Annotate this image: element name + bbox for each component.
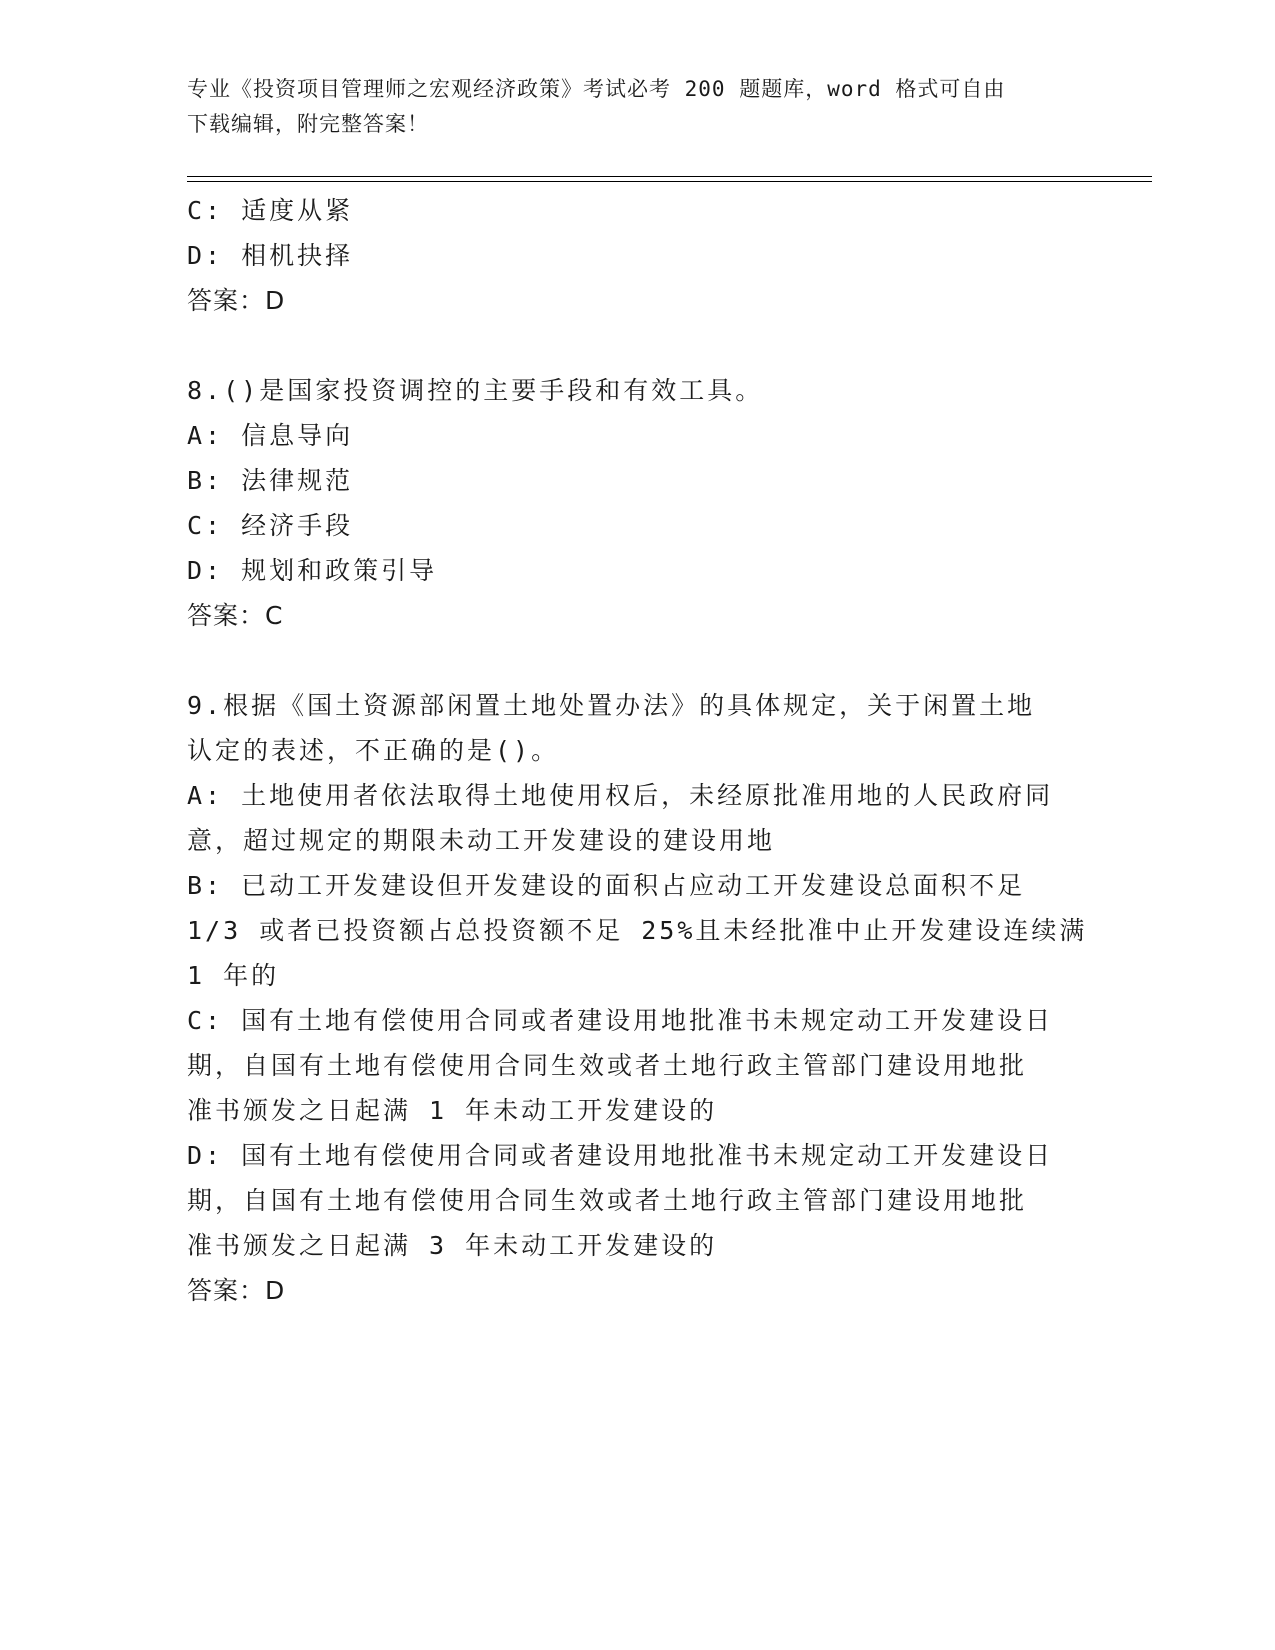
option-a: A: 信息导向 [187,421,354,450]
answer-line: 答案：D [187,1276,286,1305]
option-a: 意，超过规定的期限未动工开发建设的建设用地 [187,826,776,855]
option-b: B: 已动工开发建设但开发建设的面积占应动工开发建设总面积不足 [187,871,1026,900]
header-divider-top [187,176,1152,177]
document-header [187,72,1067,142]
option-c: C: 经济手段 [187,511,354,540]
question-7-tail [187,188,1077,323]
option-d: D: 国有土地有偿使用合同或者建设用地批准书未规定动工开发建设日 [187,1141,1054,1170]
option-c: 期，自国有土地有偿使用合同生效或者土地行政主管部门建设用地批 [187,1051,1028,1080]
option-d: D: 相机抉择 [187,241,354,270]
spacer [187,323,1077,368]
option-c: C: 适度从紧 [187,196,354,225]
option-d: 准书颁发之日起满 3 年未动工开发建设的 [187,1231,718,1260]
question-stem: 8.()是国家投资调控的主要手段和有效工具。 [187,376,764,405]
question-9 [187,683,1088,1313]
question-stem: 认定的表述，不正确的是()。 [187,736,560,765]
header-line-1: 专业《投资项目管理师之宏观经济政策》考试必考 200 题题库，word 格式可自由 [187,77,1006,101]
option-b: 1/3 或者已投资额占总投资额不足 25%且未经批准中止开发建设连续满 [187,916,1088,945]
document-body [187,188,1088,1313]
option-b: 1 年的 [187,961,280,990]
header-line-2: 下载编辑，附完整答案！ [187,112,429,136]
option-c: C: 国有土地有偿使用合同或者建设用地批准书未规定动工开发建设日 [187,1006,1054,1035]
option-d: 期，自国有土地有偿使用合同生效或者土地行政主管部门建设用地批 [187,1186,1028,1215]
option-b: B: 法律规范 [187,466,354,495]
option-a: A: 土地使用者依法取得土地使用权后，未经原批准用地的人民政府同 [187,781,1054,810]
option-c: 准书颁发之日起满 1 年未动工开发建设的 [187,1096,718,1125]
answer-line: 答案：D [187,286,286,315]
option-d: D: 规划和政策引导 [187,556,438,585]
header-divider-bottom [187,181,1152,182]
spacer [187,638,1077,683]
question-stem: 9.根据《国土资源部闲置土地处置办法》的具体规定，关于闲置土地 [187,691,1036,720]
question-8 [187,368,1077,638]
answer-line: 答案：C [187,601,284,630]
